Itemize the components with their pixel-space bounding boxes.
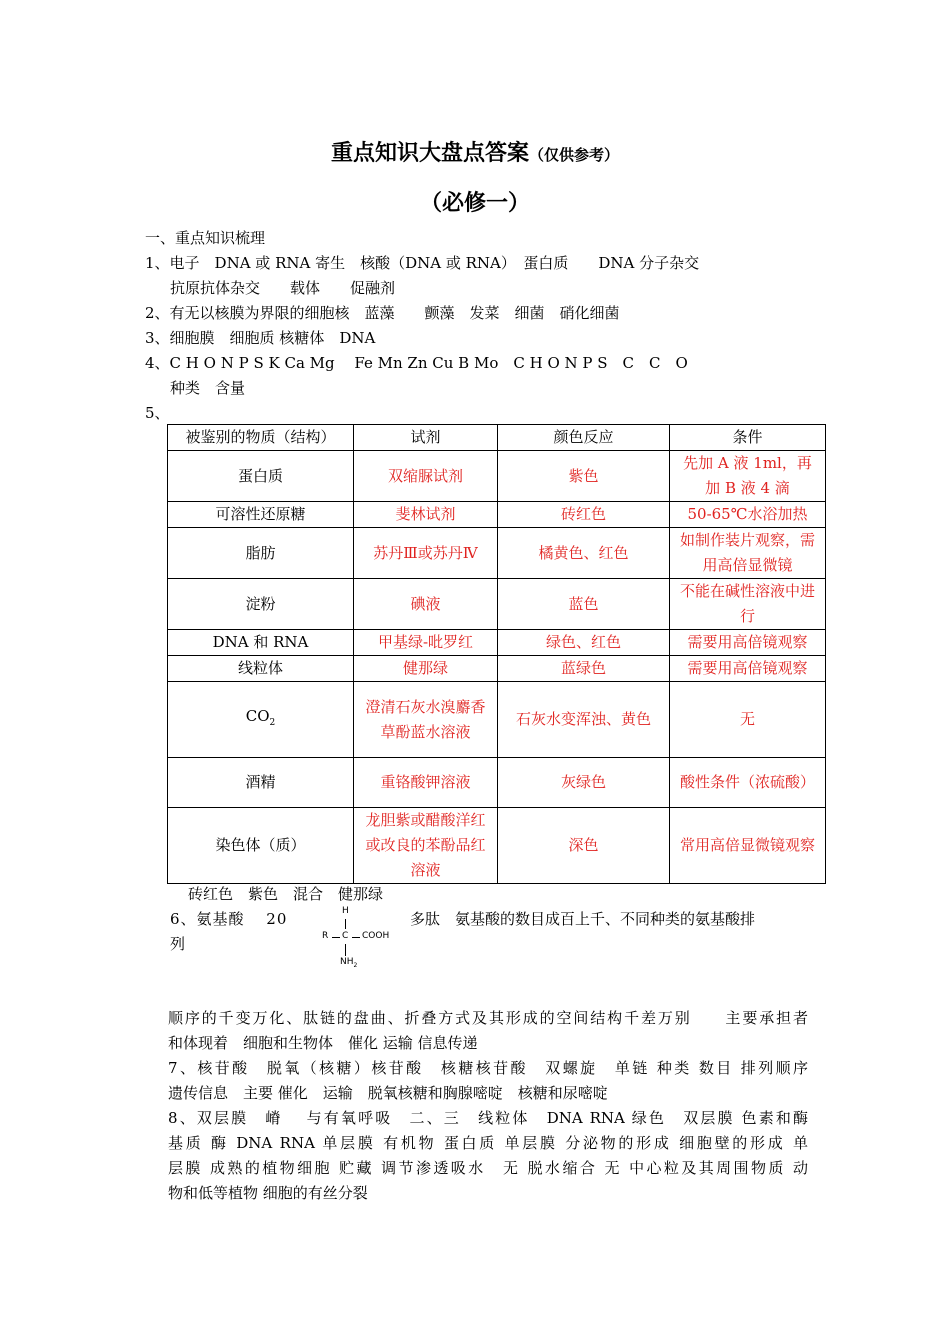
table-row [168, 758, 826, 808]
answer-5-label: 5、 [145, 404, 170, 422]
paragraph-line: 遗传信息 主要 催化 运输 脱氧核糖和胸腺嘧啶 核糖和尿嘧啶 [168, 1084, 608, 1102]
table-header-cell: 被鉴别的物质（结构） [168, 425, 354, 451]
answer-6-line-1-end: 多肽 氨基酸的数目成百上千、不同种类的氨基酸排 [410, 910, 756, 928]
title-note: （仅供参考） [529, 146, 620, 164]
color-reaction-cell: 石灰水变浑浊、黄色 [498, 682, 670, 758]
table-row [168, 682, 826, 758]
substance-cell: 染色体（质） [168, 808, 354, 884]
formula-bond-top [345, 919, 346, 929]
section-heading: 一、重点知识梳理 [145, 229, 266, 247]
condition-cell: 无 [670, 682, 826, 758]
substance-cell: 酒精 [168, 758, 354, 808]
answer-7-paragraph [168, 1056, 808, 1106]
formula-nh2 [340, 957, 357, 969]
condition-cell: 常用高倍显微镜观察 [670, 808, 826, 884]
formula-cooh: COOH [362, 931, 390, 941]
answer-1-line-2: 抗原抗体杂交 载体 促融剂 [170, 279, 396, 297]
answer-8-paragraph [168, 1106, 808, 1206]
formula-bond-left [332, 937, 340, 938]
table-row [168, 528, 826, 579]
table-header-cell: 试剂 [354, 425, 498, 451]
title-text: 重点知识大盘点答案 [330, 141, 529, 166]
condition-cell: 50-65℃水浴加热 [670, 502, 826, 528]
color-reaction-cell: 蓝色 [498, 579, 670, 630]
substance-cell: 线粒体 [168, 656, 354, 682]
table-row [168, 656, 826, 682]
answer-4-line-2: 种类 含量 [170, 379, 246, 397]
substance-cell: 可溶性还原糖 [168, 502, 354, 528]
answer-6-paragraph [168, 1006, 808, 1056]
answer-3: 3、细胞膜 细胞质 核糖体 DNA [145, 329, 376, 347]
table-row [168, 579, 826, 630]
formula-h: H [342, 906, 349, 916]
color-reaction-cell: 橘黄色、红色 [498, 528, 670, 579]
substance-cell: 脂肪 [168, 528, 354, 579]
color-reaction-cell: 紫色 [498, 451, 670, 502]
formula-nh-text: NH [340, 957, 354, 967]
paragraph-line: 7、核苷酸 脱氧（核糖）核苷酸 核糖核苷酸 双螺旋 单链 种类 数目 排列顺序 [168, 1059, 808, 1077]
paragraph-line: 8、双层膜 嵴 与有氧呼吸 二、三 线粒体 DNA RNA 绿色 双层膜 色素和酶 [168, 1109, 808, 1127]
formula-bond-bottom [345, 944, 346, 956]
condition-cell: 不能在碱性溶液中进行 [670, 579, 826, 630]
reagent-cell: 甲基绿-吡罗红 [354, 630, 498, 656]
formula-nh-subscript: 2 [353, 961, 358, 969]
amino-acid-formula [318, 906, 398, 970]
substance-cell: 淀粉 [168, 579, 354, 630]
formula-bond-right [352, 937, 360, 938]
substance-cell [168, 682, 354, 758]
reagent-cell: 双缩脲试剂 [354, 451, 498, 502]
table-header-cell: 条件 [670, 425, 826, 451]
table-header-cell: 颜色反应 [498, 425, 670, 451]
identification-table [167, 424, 826, 884]
reagent-cell: 澄清石灰水溴麝香草酚蓝水溶液 [354, 682, 498, 758]
formula-r: R [322, 931, 329, 941]
answer-2: 2、有无以核膜为界限的细胞核 蓝藻 颤藻 发菜 细菌 硝化细菌 [145, 304, 620, 322]
condition-cell: 先加 A 液 1ml，再加 B 液 4 滴 [670, 451, 826, 502]
answer-4-line-1: 4、C H O N P S K Ca Mg Fe Mn Zn Cu B Mo C H O N P S C C O [145, 354, 688, 372]
reagent-cell: 龙胆紫或醋酸洋红或改良的苯酚品红溶液 [354, 808, 498, 884]
condition-cell: 需要用高倍镜观察 [670, 630, 826, 656]
color-reaction-cell: 蓝绿色 [498, 656, 670, 682]
reagent-cell: 苏丹Ⅲ或苏丹Ⅳ [354, 528, 498, 579]
reagent-cell: 重铬酸钾溶液 [354, 758, 498, 808]
paragraph-line: 和体现着 细胞和生物体 催化 运输 信息传递 [168, 1034, 478, 1052]
condition-cell: 需要用高倍镜观察 [670, 656, 826, 682]
paragraph-line: 基质 酶 DNA RNA 单层膜 有机物 蛋白质 单层膜 分泌物的形成 细胞壁的形成 单 [168, 1134, 808, 1152]
answer-6-line-1-start: 6、氨基酸 20 [170, 910, 288, 928]
reagent-cell: 健那绿 [354, 656, 498, 682]
color-reaction-cell: 灰绿色 [498, 758, 670, 808]
paragraph-line: 层膜 成熟的植物细胞 贮藏 调节渗透吸水 无 脱水缩合 无 中心粒及其周围物质 动 [168, 1159, 808, 1177]
formula-c: C [342, 931, 349, 941]
color-reaction-cell: 绿色、红色 [498, 630, 670, 656]
condition-cell: 酸性条件（浓硫酸） [670, 758, 826, 808]
reagent-cell: 斐林试剂 [354, 502, 498, 528]
answer-1-line-1: 1、电子 DNA 或 RNA 寄生 核酸（DNA 或 RNA） 蛋白质 DNA 分子杂交 [145, 254, 700, 272]
answer-6-line-2: 列 [170, 935, 186, 953]
answer-5-summary: 砖红色 紫色 混合 健那绿 [188, 885, 384, 903]
paragraph-line: 物和低等植物 细胞的有丝分裂 [168, 1184, 368, 1202]
table-row [168, 808, 826, 884]
table-header-row [168, 425, 826, 451]
table-row [168, 630, 826, 656]
page-title [0, 136, 950, 167]
color-reaction-cell: 砖红色 [498, 502, 670, 528]
substance-text: CO [245, 706, 270, 725]
paragraph-line: 顺序的千变万化、肽链的盘曲、折叠方式及其形成的空间结构千差万别 主要承担者 [168, 1009, 808, 1027]
reagent-cell: 碘液 [354, 579, 498, 630]
page-subtitle: （必修一） [419, 191, 530, 216]
table-row [168, 451, 826, 502]
substance-cell: DNA 和 RNA [168, 630, 354, 656]
substance-cell: 蛋白质 [168, 451, 354, 502]
condition-cell: 如制作装片观察，需用高倍显微镜 [670, 528, 826, 579]
color-reaction-cell: 深色 [498, 808, 670, 884]
substance-subscript: 2 [269, 717, 276, 728]
table-row [168, 502, 826, 528]
